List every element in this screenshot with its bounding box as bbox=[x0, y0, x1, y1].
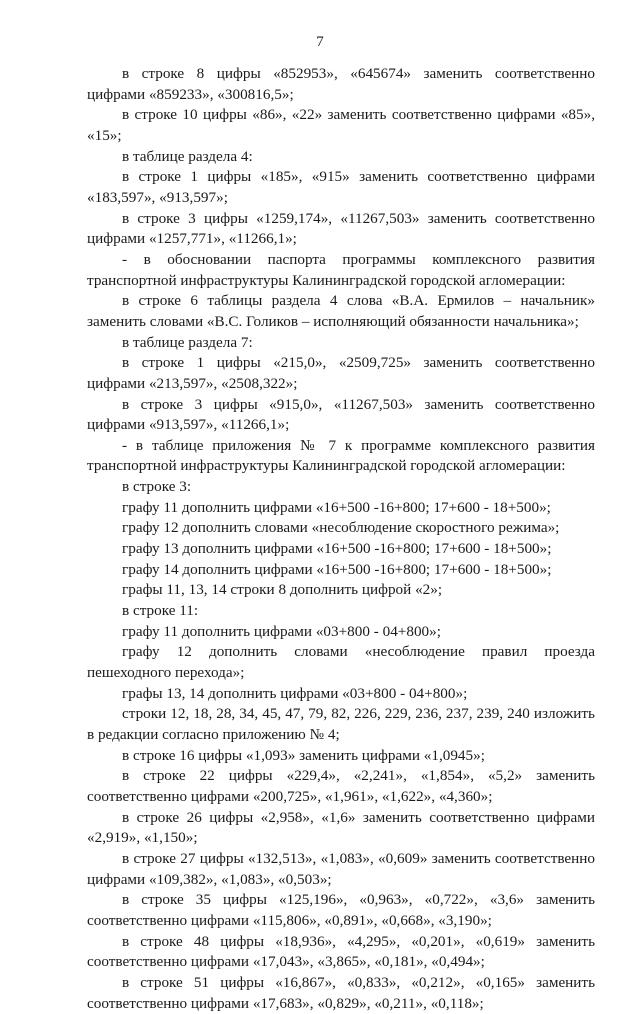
paragraph: в строке 8 цифры «852953», «645674» заменить соответственно цифрами «859233», «300816,5»; bbox=[87, 65, 595, 103]
paragraph: графу 13 дополнить цифрами «16+500 -16+800; 17+600 - 18+500»; bbox=[122, 540, 552, 558]
paragraph: в таблице раздела 4: bbox=[122, 147, 253, 165]
paragraph: в строке 16 цифры «1,093» заменить цифрами «1,0945»; bbox=[122, 746, 485, 764]
paragraph: графу 12 дополнить словами «несоблюдение скоростного режима»; bbox=[122, 519, 560, 537]
paragraph: в строке 26 цифры «2,958», «1,6» заменить соответственно цифрами «2,919», «1,150»; bbox=[87, 808, 595, 847]
paragraph: строки 12, 18, 28, 34, 45, 47, 79, 82, 226, 229, 236, 237, 239, 240 изложить в редакции согласно приложению № 4; bbox=[87, 705, 595, 743]
paragraph: в строке 3: bbox=[122, 478, 192, 496]
paragraph: графу 12 дополнить словами «несоблюдение правил проезда пешеходного перехода»; bbox=[87, 643, 595, 682]
paragraph: в строке 3 цифры «915,0», «11267,503» заменить соответственно цифрами «913,597», «11266,1»; bbox=[87, 395, 595, 434]
paragraph: в строке 1 цифры «185», «915» заменить соответственно цифрами «183,597», «913,597»; bbox=[87, 168, 595, 206]
paragraph: в строке 3 цифры «1259,174», «11267,503» заменить соответственно цифрами «1257,771», «11266,1»; bbox=[87, 209, 595, 248]
paragraph: в строке 35 цифры «125,196», «0,963», «0,722», «3,6» заменить соответственно цифрами «115,806», «0,891», «0,668», «3,190»; bbox=[87, 891, 595, 929]
document-body bbox=[87, 64, 595, 1014]
paragraph: в строке 51 цифры «16,867», «0,833», «0,212», «0,165» заменить соответственно цифрами «17,683», «0,829», «0,211», «0,118»; bbox=[87, 973, 595, 1012]
paragraph: графу 11 дополнить цифрами «03+800 - 04+800»; bbox=[122, 622, 441, 640]
paragraph: в таблице раздела 7: bbox=[122, 333, 253, 351]
paragraph: в строке 27 цифры «132,513», «1,083», «0,609» заменить соответственно цифрами «109,382», «1,083», «0,503»; bbox=[87, 849, 595, 888]
paragraph: в строке 10 цифры «86», «22» заменить соответственно цифрами «85», «15»; bbox=[87, 106, 595, 144]
paragraph: в строке 22 цифры «229,4», «2,241», «1,854», «5,2» заменить соответственно цифрами «200,725», «1,961», «1,622», «4,360»; bbox=[87, 767, 595, 805]
paragraph: графу 14 дополнить цифрами «16+500 -16+800; 17+600 - 18+500»; bbox=[122, 560, 552, 578]
paragraph: - в обосновании паспорта программы комплексного развития транспортной инфраструктуры Калининградской городской агломерации: bbox=[87, 250, 595, 289]
page-number: 7 bbox=[316, 34, 324, 50]
paragraph: в строке 11: bbox=[122, 602, 199, 620]
paragraph: в строке 1 цифры «215,0», «2509,725» заменить соответственно цифрами «213,597», «2508,322»; bbox=[87, 354, 595, 392]
paragraph: в строке 48 цифры «18,936», «4,295», «0,201», «0,619» заменить соответственно цифрами «17,043», «3,865», «0,181», «0,494»; bbox=[87, 932, 595, 971]
paragraph: в строке 6 таблицы раздела 4 слова «В.А. Ермилов – начальник» заменить словами «В.С. Голиков – исполняющий обязанности начальника»; bbox=[87, 292, 595, 330]
paragraph: - в таблице приложения № 7 к программе комплексного развития транспортной инфраструктуры Калининградской городской агломерации: bbox=[87, 436, 595, 475]
paragraph: графы 11, 13, 14 строки 8 дополнить цифрой «2»; bbox=[122, 581, 443, 599]
paragraph: графу 11 дополнить цифрами «16+500 -16+800; 17+600 - 18+500»; bbox=[122, 498, 551, 516]
paragraph: графы 13, 14 дополнить цифрами «03+800 - 04+800»; bbox=[122, 684, 468, 702]
